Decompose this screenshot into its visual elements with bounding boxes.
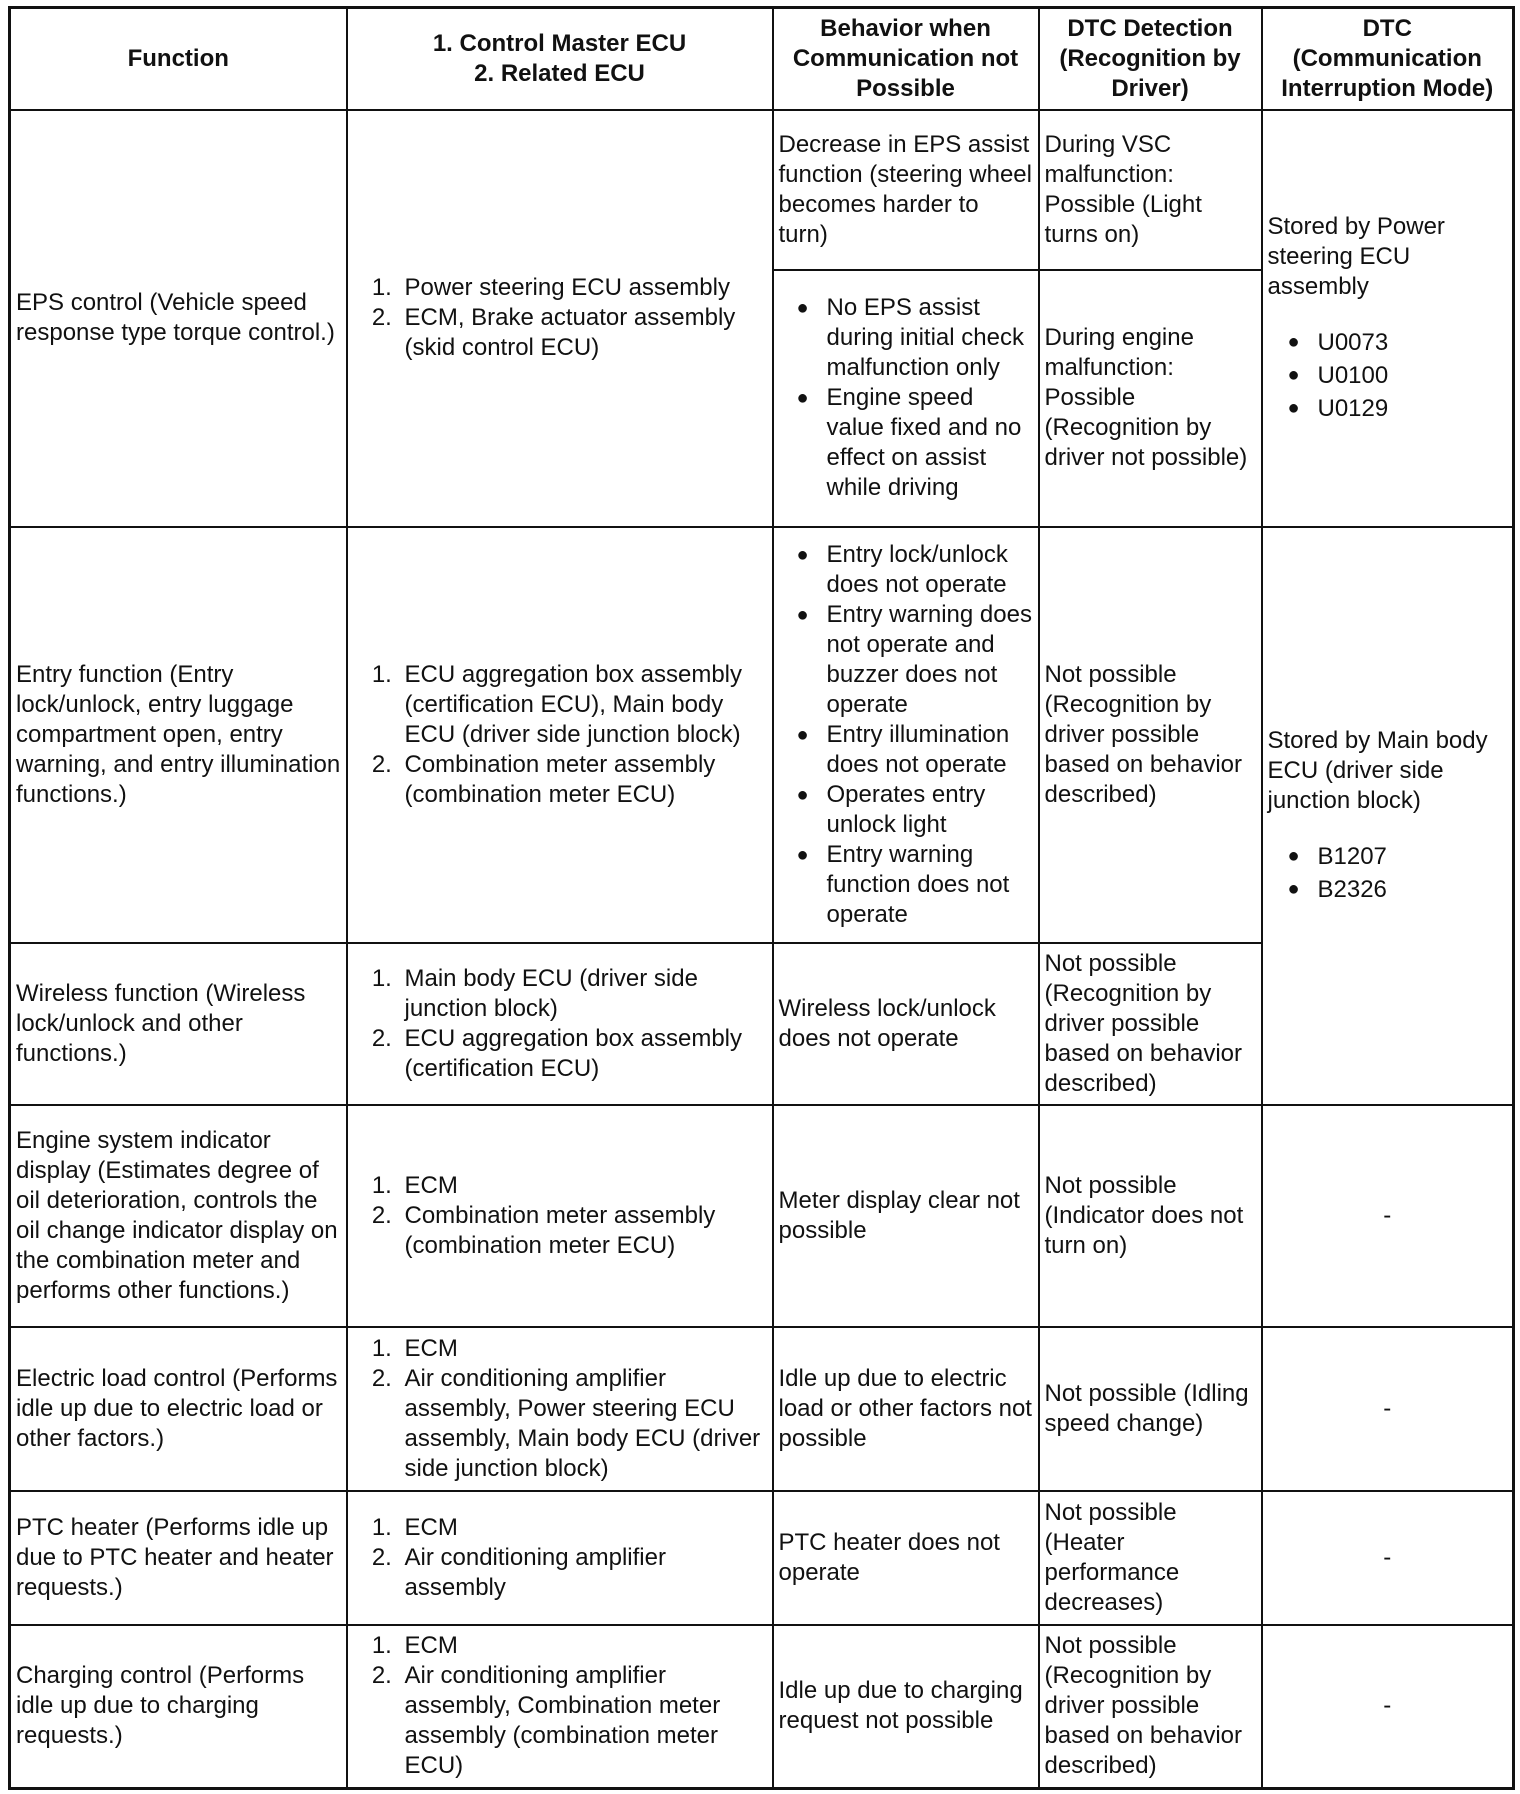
ecu-item: 2. Air conditioning amplifier assembly, Power steering ECU assembly, Main body ECU (driver side junction block) <box>399 1364 767 1484</box>
behavior-cell <box>773 270 1039 527</box>
header-function: Function <box>10 8 347 110</box>
function-cell: Electric load control (Performs idle up due to electric load or other factors.) <box>10 1327 347 1491</box>
detection-cell: Not possible (Recognition by driver possible based on behavior described) <box>1039 943 1262 1105</box>
behavior-item: ● No EPS assist during initial check malfunction only <box>827 293 1033 383</box>
behavior-cell <box>773 527 1039 943</box>
header-ecu-line-2: 2. Related ECU <box>474 59 645 87</box>
table-row <box>10 1491 1514 1625</box>
table-row <box>10 1327 1514 1491</box>
function-cell: Charging control (Performs idle up due to charging requests.) <box>10 1625 347 1789</box>
table-row <box>10 1105 1514 1327</box>
ecu-item: 1. ECU aggregation box assembly (certification ECU), Main body ECU (driver side junction block) <box>399 660 767 750</box>
document <box>8 6 1512 1790</box>
ecu-list <box>353 660 767 810</box>
behavior-item: ● Entry lock/unlock does not operate <box>827 540 1033 600</box>
detection-cell: During engine malfunction: Possible (Recognition by driver not possible) <box>1039 270 1262 527</box>
ecu-item: 1. Power steering ECU assembly <box>399 273 767 303</box>
dtc-code: ● B2326 <box>1318 873 1508 906</box>
header-detection: DTC Detection (Recognition by Driver) <box>1039 8 1262 110</box>
ecu-item: 2. ECU aggregation box assembly (certification ECU) <box>399 1024 767 1084</box>
dtc-code-list <box>1268 326 1508 425</box>
ecu-cell <box>347 1105 773 1327</box>
dtc-text: Stored by Power steering ECU assembly <box>1267 212 1445 300</box>
ecu-item: 2. Combination meter assembly (combination meter ECU) <box>399 1201 767 1261</box>
function-cell: PTC heater (Performs idle up due to PTC heater and heater requests.) <box>10 1491 347 1625</box>
ecu-list <box>353 273 767 363</box>
table-row <box>10 110 1514 270</box>
behavior-item: ● Entry warning function does not operate <box>827 840 1033 930</box>
dtc-code: ● U0100 <box>1318 359 1508 392</box>
ecu-item: 1. ECM <box>399 1513 767 1543</box>
header-dtc: DTC (Communication Interruption Mode) <box>1262 8 1514 110</box>
dtc-cell: - <box>1262 1491 1514 1625</box>
behavior-item: ● Engine speed value fixed and no effect on assist while driving <box>827 383 1033 503</box>
dtc-cell: - <box>1262 1625 1514 1789</box>
ecu-item: 2. Air conditioning amplifier assembly <box>399 1543 767 1603</box>
function-cell: EPS control (Vehicle speed response type torque control.) <box>10 110 347 527</box>
table-row <box>10 527 1514 943</box>
ecu-list <box>353 1513 767 1603</box>
detection-cell: Not possible (Heater performance decreases) <box>1039 1491 1262 1625</box>
header-row <box>10 8 1514 110</box>
ecu-item: 2. Combination meter assembly (combination meter ECU) <box>399 750 767 810</box>
detection-cell: Not possible (Recognition by driver possible based on behavior described) <box>1039 1625 1262 1789</box>
ecu-item: 1. ECM <box>399 1171 767 1201</box>
behavior-cell: Idle up due to charging request not possible <box>773 1625 1039 1789</box>
behavior-cell: PTC heater does not operate <box>773 1491 1039 1625</box>
behavior-item: ● Entry warning does not operate and buzzer does not operate <box>827 600 1033 720</box>
header-ecu-line-1: 1. Control Master ECU <box>432 29 687 57</box>
dtc-text: Stored by Main body ECU (driver side junction block) <box>1267 726 1488 814</box>
ecu-cell <box>347 527 773 943</box>
behavior-cell: Meter display clear not possible <box>773 1105 1039 1327</box>
function-cell: Engine system indicator display (Estimates degree of oil deterioration, controls the oil change indicator display on the combination meter and performs other functions.) <box>10 1105 347 1327</box>
ecu-item: 1. Main body ECU (driver side junction block) <box>399 964 767 1024</box>
function-cell: Entry function (Entry lock/unlock, entry luggage compartment open, entry warning, and entry illumination functions.) <box>10 527 347 943</box>
ecu-item: 2. ECM, Brake actuator assembly (skid control ECU) <box>399 303 767 363</box>
behavior-cell: Wireless lock/unlock does not operate <box>773 943 1039 1105</box>
behavior-list <box>779 540 1033 930</box>
behavior-cell: Idle up due to electric load or other factors not possible <box>773 1327 1039 1491</box>
dtc-cell <box>1262 110 1514 527</box>
ecu-cell <box>347 110 773 527</box>
header-behavior: Behavior when Communication not Possible <box>773 8 1039 110</box>
detection-cell: During VSC malfunction: Possible (Light turns on) <box>1039 110 1262 270</box>
detection-cell: Not possible (Indicator does not turn on) <box>1039 1105 1262 1327</box>
dtc-code-list <box>1268 840 1508 906</box>
dtc-code: ● B1207 <box>1318 840 1508 873</box>
dtc-cell: - <box>1262 1105 1514 1327</box>
header-ecu <box>347 8 773 110</box>
ecu-list <box>353 1334 767 1484</box>
behavior-list <box>779 293 1033 503</box>
communication-table <box>8 6 1515 1790</box>
dtc-cell: - <box>1262 1327 1514 1491</box>
dtc-code: ● U0129 <box>1318 392 1508 425</box>
behavior-cell: Decrease in EPS assist function (steering wheel becomes harder to turn) <box>773 110 1039 270</box>
ecu-item: 1. ECM <box>399 1334 767 1364</box>
function-cell: Wireless function (Wireless lock/unlock and other functions.) <box>10 943 347 1105</box>
ecu-item: 1. ECM <box>399 1631 767 1661</box>
ecu-cell <box>347 943 773 1105</box>
detection-cell: Not possible (Idling speed change) <box>1039 1327 1262 1491</box>
ecu-list <box>353 1631 767 1781</box>
dtc-code: ● U0073 <box>1318 326 1508 359</box>
behavior-item: ● Operates entry unlock light <box>827 780 1033 840</box>
behavior-item: ● Entry illumination does not operate <box>827 720 1033 780</box>
ecu-cell <box>347 1491 773 1625</box>
ecu-list <box>353 1171 767 1261</box>
ecu-list <box>353 964 767 1084</box>
ecu-cell <box>347 1625 773 1789</box>
dtc-cell <box>1262 527 1514 1105</box>
ecu-item: 2. Air conditioning amplifier assembly, Combination meter assembly (combination meter ECU) <box>399 1661 767 1781</box>
detection-cell: Not possible (Recognition by driver possible based on behavior described) <box>1039 527 1262 943</box>
table-row <box>10 1625 1514 1789</box>
ecu-cell <box>347 1327 773 1491</box>
